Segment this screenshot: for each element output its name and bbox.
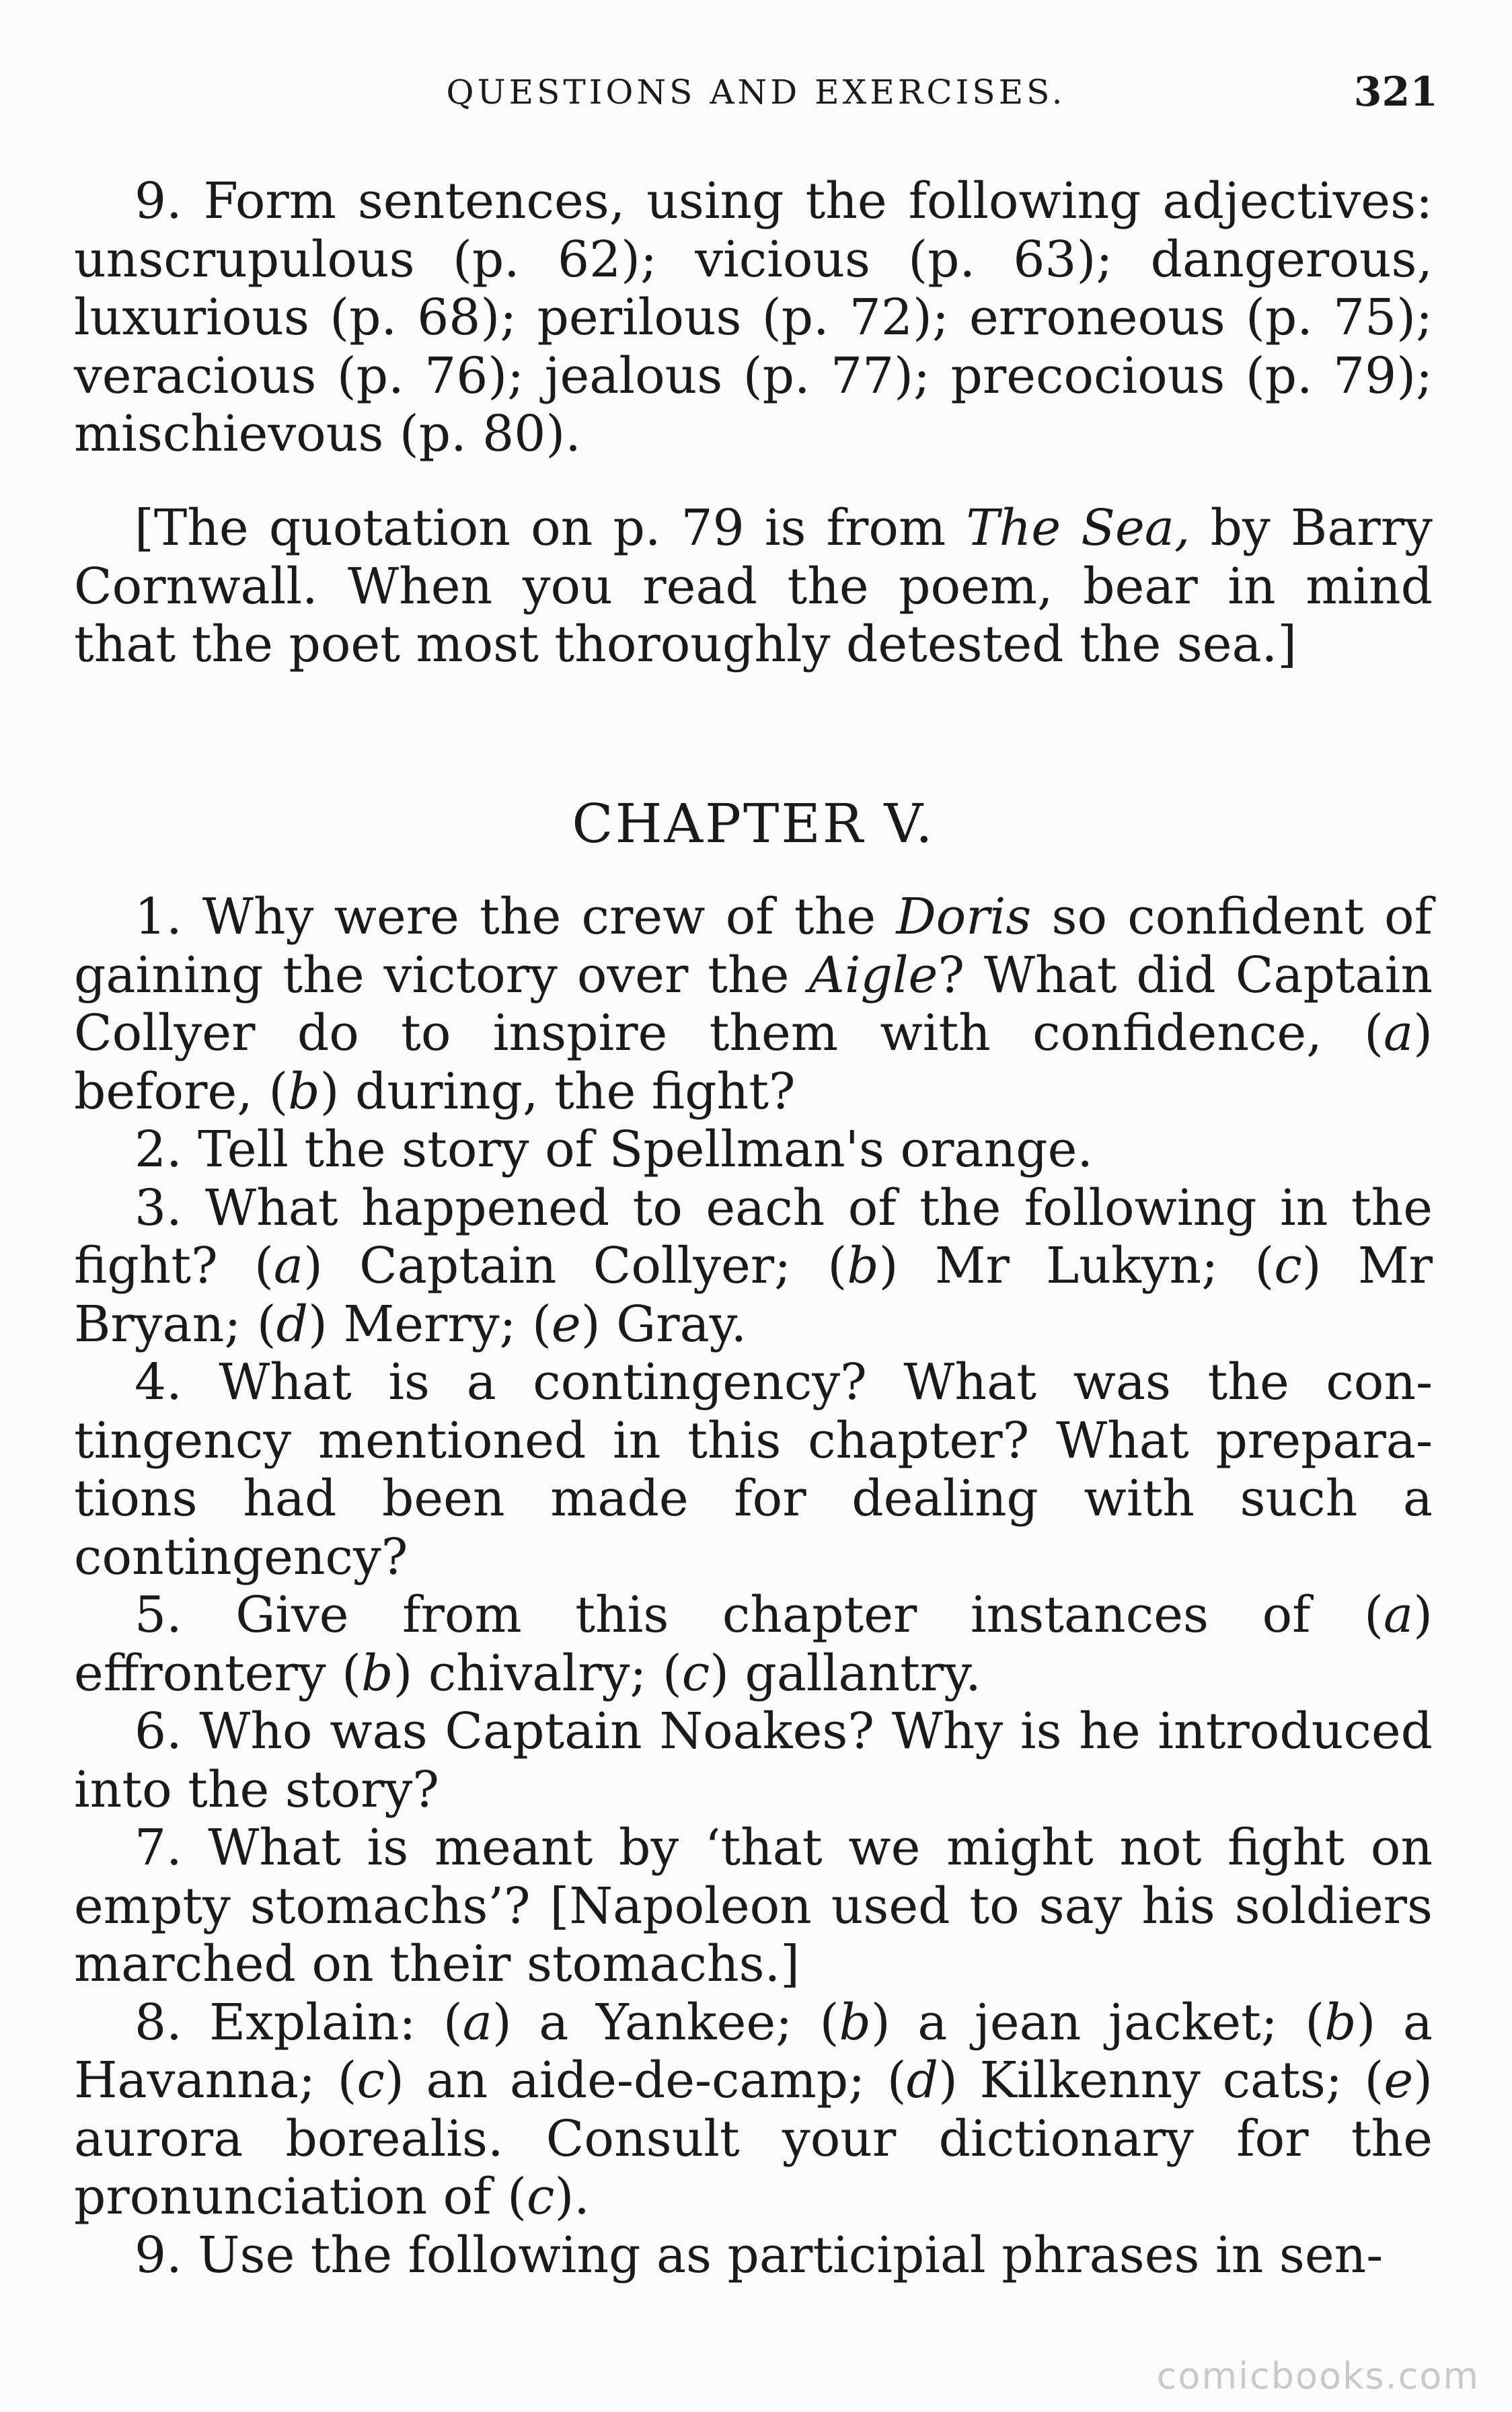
question-text: ? What did Captain Collyer do to inspire them with confidence, ( [74,946,1433,1062]
italic-text: b [361,1644,393,1702]
question-number: 6. [135,1702,182,1760]
question-text: Why were the crew of the [202,888,897,946]
question-number: 5. [135,1586,182,1644]
italic-text: d [906,2051,938,2109]
previous-section [74,172,1433,463]
question-text: ) during, the fight? [319,1062,796,1121]
note-title-italic: The Sea, [966,499,1190,557]
question-number: 9. [135,172,182,230]
running-head [74,69,1438,120]
note-text-before: [The quotation on p. 79 is from [135,499,967,557]
question-text: ) aurora borealis. Consult your dictionary for the pronunciation of ( [74,2051,1433,2226]
page-number: 321 [1353,69,1438,116]
italic-text: a [1384,1586,1414,1644]
watermark: comicbooks.com [1156,2355,1480,2397]
question-text: ) chivalry; ( [393,1644,682,1702]
question-number: 9. [135,2226,182,2284]
question-1 [74,888,1433,1121]
italic-text: b [839,1993,871,2051]
chapter-questions [74,888,1433,2284]
question-text: ) Mr Bryan; ( [74,1237,1433,1353]
question-3 [74,1179,1433,1354]
quotation-note [74,499,1433,674]
italic-text: Doris [896,888,1032,946]
question-number: 1. [135,888,182,946]
question-text: Explain: ( [209,1993,463,2051]
italic-text: b [847,1237,879,1295]
question-text: ) a jean jacket; ( [870,1993,1325,2051]
italic-text: b [288,1062,320,1121]
italic-text: a [1384,1004,1414,1062]
question-text: ) an aide-de-camp; ( [384,2051,907,2109]
running-title: QUESTIONS AND EXERCISES. [446,73,1066,112]
question-number: 3. [135,1178,182,1237]
note-text-after: by Barry Cornwall. When you read the poem, bear in mind that the poet most thoroughly detested the sea.] [74,499,1433,673]
question-text: ) Merry; ( [308,1295,552,1353]
italic-text: e [1384,2051,1414,2109]
question-text: ) Gray. [580,1295,747,1353]
question-5 [74,1586,1433,1702]
question-text: Who was Captain Noakes? Why is he introduced into the story? [74,1702,1433,1819]
question-text: ) gallantry. [710,1644,981,1702]
question-text: ) Mr Lukyn; ( [878,1237,1275,1295]
question-text: so confident of gaining the victory over the [74,888,1433,1004]
note-paragraph [74,499,1433,674]
question-text: What is meant by ‘that we might not fight on empty stomachs’? [Napoleon used to say his soldiers marched on their stomachs.] [74,1819,1433,1993]
question-number: 4. [135,1353,182,1411]
question-4 [74,1353,1433,1586]
question-text: Form sentences, using the following adjectives: unscrupulous (p. 62); vicious (p. 63); dangerous, luxurious (p. 68); perilous (p. 72); erroneous (p. 75); veracious (p. 76); jealous (p. 77); precocious (p. 79); mischievous (p. 80). [74,172,1433,463]
italic-text: c [526,2168,555,2226]
chapter-title: CHAPTER V. [572,792,935,855]
question-text: What happened to each of the following in the fight? ( [74,1178,1433,1295]
italic-text: e [551,1295,581,1353]
question-text: ) a Havanna; ( [74,1993,1433,2109]
question-text: What is a contingency? What was the contingency mentioned in this chapter? What preparations had been made for dealing with such a contingency? [74,1353,1433,1586]
italic-text: c [1274,1237,1302,1295]
question-2 [74,1121,1433,1179]
italic-text: b [1324,1993,1357,2051]
question-8 [74,1994,1433,2226]
question-9 [74,2226,1433,2285]
question-text: Tell the story of Spellman's orange. [198,1121,1093,1178]
italic-text: d [276,1295,309,1353]
question-number: 2. [135,1121,182,1178]
question-number: 7. [135,1819,182,1877]
question-text: ) Kilkenny cats; ( [938,2051,1384,2109]
question-6 [74,1702,1433,1819]
question-7 [74,1819,1433,1994]
question-text: Give from this chapter instances of ( [235,1586,1384,1644]
exercise-9-previous [74,172,1433,463]
question-text: ) Captain Collyer; ( [303,1237,847,1295]
italic-text: a [462,1993,492,2051]
italic-text: a [273,1237,304,1295]
italic-text: c [681,1644,710,1702]
italic-text: c [356,2051,385,2109]
question-text: ) a Yankee; ( [492,1993,839,2051]
italic-text: Aigle [808,946,938,1004]
question-text: Use the following as participial phrases in sen- [198,2226,1384,2284]
question-text: ) effrontery ( [74,1586,1433,1702]
question-text: ) before, ( [74,1004,1433,1121]
question-number: 8. [135,1993,182,2051]
question-text: ). [554,2168,590,2226]
